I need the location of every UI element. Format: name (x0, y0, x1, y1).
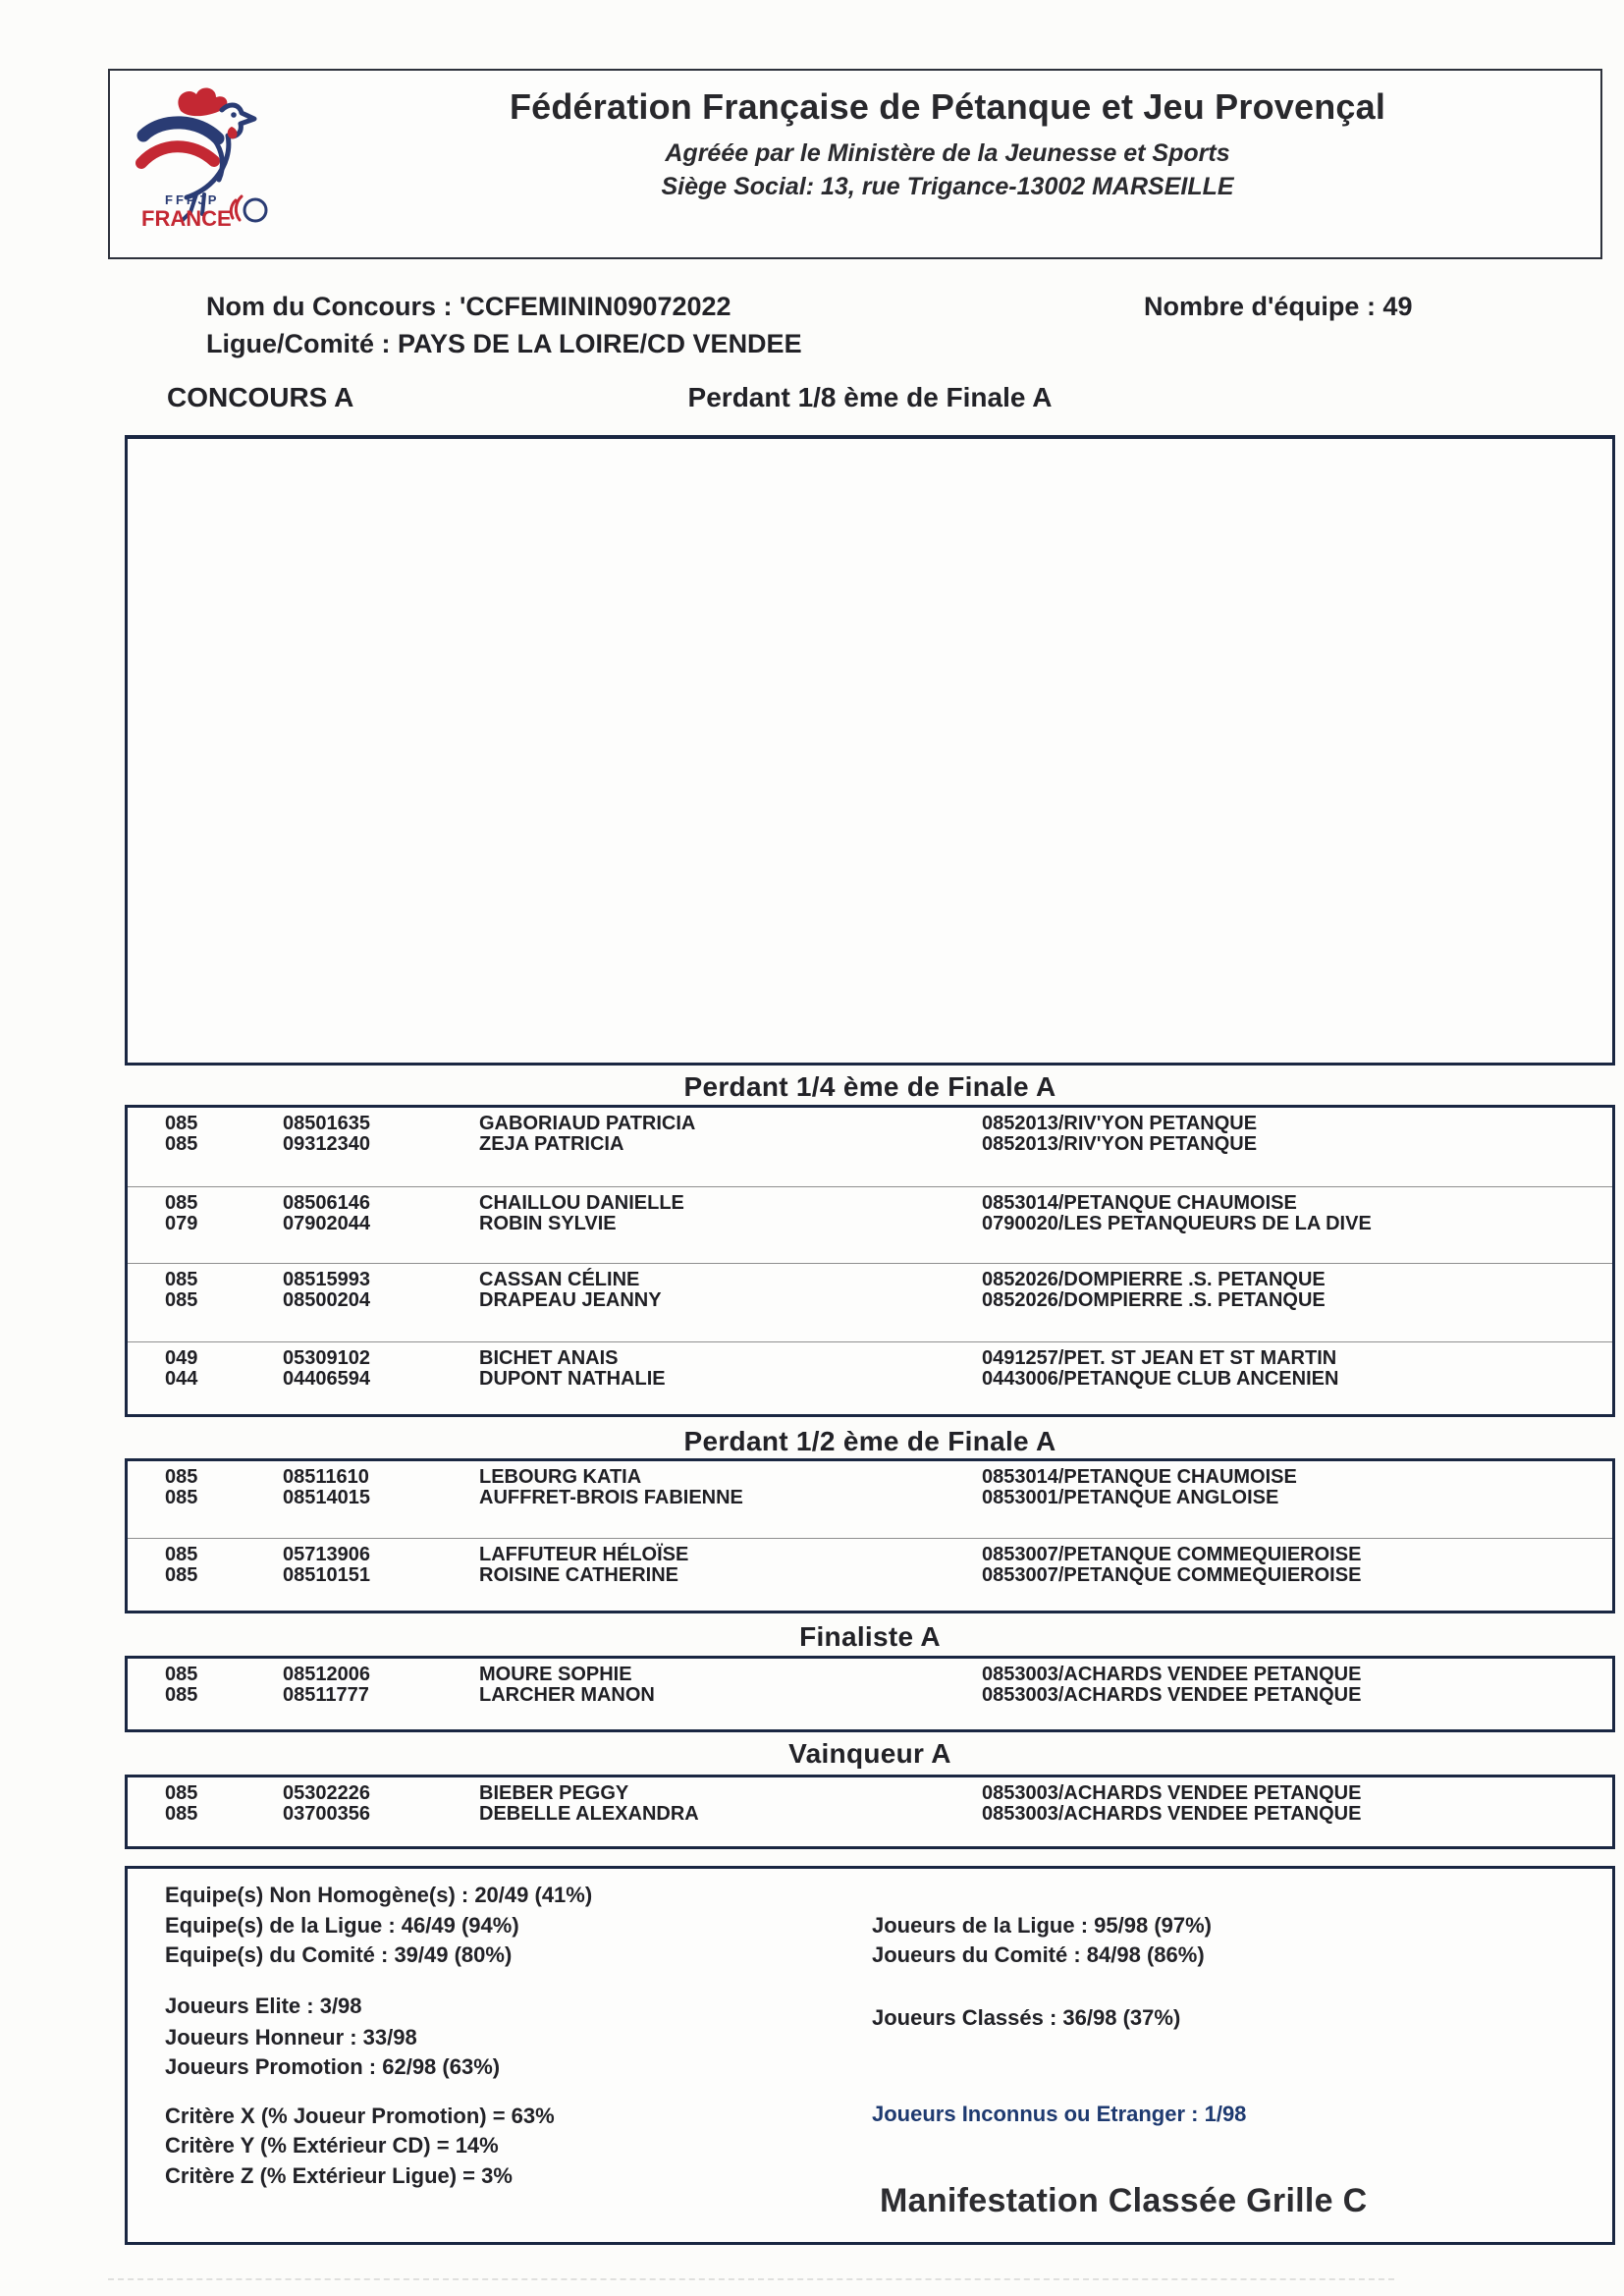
stat-equipes-non-homogenes: Equipe(s) Non Homogène(s) : 20/49 (41%) (165, 1883, 593, 1907)
player-row (128, 1783, 1612, 1804)
comite-cell: 085 (165, 1564, 198, 1586)
ffpjp-rooster-logo (126, 82, 302, 240)
rooster-wing-navy-icon (143, 123, 218, 138)
stat-critere-z: Critère Z (% Extérieur Ligue) = 3% (165, 2163, 513, 2188)
result-table (125, 1656, 1615, 1732)
comite-cell: 049 (165, 1347, 198, 1369)
club-cell: 0853014/PETANQUE CHAUMOISE (982, 1192, 1297, 1214)
team-group (128, 1186, 1612, 1263)
bracket-1-8-title: Perdant 1/8 ème de Finale A (687, 382, 1053, 412)
boule-motion-icon (231, 196, 242, 220)
club-cell: 0443006/PETANQUE CLUB ANCENIEN (982, 1368, 1339, 1390)
licence-cell: 08511610 (283, 1466, 369, 1488)
bracket-1-8-empty-box (125, 435, 1615, 1066)
player-row (128, 1665, 1612, 1685)
club-cell: 0790020/LES PETANQUEURS DE LA DIVE (982, 1213, 1372, 1234)
licence-cell: 08511777 (283, 1684, 369, 1706)
concours-name-line: Nom du Concours : 'CCFEMININ09072022 (206, 292, 731, 321)
team-group (128, 1263, 1612, 1341)
player-name-cell: LEBOURG KATIA (479, 1466, 642, 1488)
section-title: Perdant 1/2 ème de Finale A (683, 1426, 1056, 1456)
comite-cell: 079 (165, 1213, 198, 1234)
section-title: Finaliste A (799, 1621, 941, 1652)
player-name-cell: CHAILLOU DANIELLE (479, 1192, 684, 1214)
player-name-cell: BIEBER PEGGY (479, 1782, 629, 1804)
player-name-cell: CASSAN CÉLINE (479, 1269, 640, 1290)
team-group (128, 1538, 1612, 1611)
federation-subtitle-2: Siège Social: 13, rue Trigance-13002 MARSEILLE (661, 173, 1234, 200)
team-group (128, 1777, 1612, 1846)
player-row (128, 1134, 1612, 1155)
licence-cell: 08515993 (283, 1269, 370, 1290)
comite-cell: 085 (165, 1466, 198, 1488)
comite-cell: 085 (165, 1269, 198, 1290)
player-name-cell: DEBELLE ALEXANDRA (479, 1803, 699, 1825)
comite-cell: 085 (165, 1684, 198, 1706)
club-cell: 0491257/PET. ST JEAN ET ST MARTIN (982, 1347, 1337, 1369)
player-row (128, 1545, 1612, 1565)
club-cell: 0852026/DOMPIERRE .S. PETANQUE (982, 1289, 1326, 1311)
comite-cell: 085 (165, 1544, 198, 1565)
player-name-cell: DUPONT NATHALIE (479, 1368, 666, 1390)
comite-cell: 085 (165, 1113, 198, 1134)
stat-joueurs-ligue: Joueurs de la Ligue : 95/98 (97%) (872, 1913, 1213, 1938)
comite-cell: 085 (165, 1664, 198, 1685)
club-cell: 0853007/PETANQUE COMMEQUIEROISE (982, 1564, 1362, 1586)
ligue-comite-line: Ligue/Comité : PAYS DE LA LOIRE/CD VENDEE (206, 329, 802, 358)
player-row (128, 1467, 1612, 1488)
logo-acronym-text: FFPJP (165, 192, 220, 207)
comite-cell: 085 (165, 1192, 198, 1214)
licence-cell: 09312340 (283, 1133, 370, 1155)
team-group (128, 1341, 1612, 1414)
player-row (128, 1290, 1612, 1311)
licence-cell: 04406594 (283, 1368, 370, 1390)
player-row (128, 1488, 1612, 1508)
stat-critere-y: Critère Y (% Extérieur CD) = 14% (165, 2133, 499, 2158)
player-row (128, 1114, 1612, 1134)
player-row (128, 1214, 1612, 1234)
rooster-comb-icon (178, 88, 227, 117)
player-name-cell: ROISINE CATHERINE (479, 1564, 678, 1586)
manifestation-grade-label: Manifestation Classée Grille C (880, 2182, 1368, 2219)
club-cell: 0853014/PETANQUE CHAUMOISE (982, 1466, 1297, 1488)
licence-cell: 08506146 (283, 1192, 370, 1214)
player-name-cell: BICHET ANAIS (479, 1347, 619, 1369)
player-name-cell: LAFFUTEUR HÉLOÏSE (479, 1544, 689, 1565)
player-row (128, 1685, 1612, 1706)
licence-cell: 08500204 (283, 1289, 370, 1311)
club-cell: 0852026/DOMPIERRE .S. PETANQUE (982, 1269, 1326, 1290)
player-name-cell: MOURE SOPHIE (479, 1664, 632, 1685)
player-name-cell: ZEJA PATRICIA (479, 1133, 624, 1155)
club-cell: 0853007/PETANQUE COMMEQUIEROISE (982, 1544, 1362, 1565)
stat-joueurs-classes: Joueurs Classés : 36/98 (37%) (872, 2005, 1181, 2030)
player-name-cell: AUFFRET-BROIS FABIENNE (479, 1487, 743, 1508)
club-cell: 0853003/ACHARDS VENDEE PETANQUE (982, 1803, 1362, 1825)
result-table (125, 1775, 1615, 1849)
rooster-eye-icon (231, 112, 237, 118)
comite-cell: 085 (165, 1803, 198, 1825)
player-name-cell: GABORIAUD PATRICIA (479, 1113, 696, 1134)
stat-joueurs-elite: Joueurs Elite : 3/98 (165, 1994, 362, 2018)
statistics-box (125, 1866, 1615, 2245)
licence-cell: 08510151 (283, 1564, 370, 1586)
stat-joueurs-comite: Joueurs du Comité : 84/98 (86%) (872, 1942, 1205, 1967)
team-group (128, 1659, 1612, 1729)
comite-cell: 085 (165, 1289, 198, 1311)
section-title: Vainqueur A (788, 1738, 951, 1769)
stat-joueurs-inconnus: Joueurs Inconnus ou Etranger : 1/98 (872, 2102, 1247, 2126)
player-row (128, 1348, 1612, 1369)
club-cell: 0853001/PETANQUE ANGLOISE (982, 1487, 1279, 1508)
comite-cell: 085 (165, 1782, 198, 1804)
player-row (128, 1270, 1612, 1290)
concours-label: CONCOURS A (167, 382, 354, 412)
licence-cell: 05713906 (283, 1544, 370, 1565)
player-row (128, 1565, 1612, 1586)
stat-equipes-comite: Equipe(s) du Comité : 39/49 (80%) (165, 1942, 513, 1967)
player-name-cell: DRAPEAU JEANNY (479, 1289, 662, 1311)
licence-cell: 08514015 (283, 1487, 370, 1508)
stat-joueurs-promotion: Joueurs Promotion : 62/98 (63%) (165, 2054, 501, 2079)
result-table (125, 1458, 1615, 1613)
licence-cell: 03700356 (283, 1803, 370, 1825)
team-group (128, 1461, 1612, 1538)
licence-cell: 07902044 (283, 1213, 370, 1234)
stat-joueurs-honneur: Joueurs Honneur : 33/98 (165, 2025, 417, 2050)
club-cell: 0853003/ACHARDS VENDEE PETANQUE (982, 1782, 1362, 1804)
federation-subtitle-1: Agréée par le Ministère de la Jeunesse et Sports (665, 139, 1230, 167)
club-cell: 0852013/RIV'YON PETANQUE (982, 1133, 1258, 1155)
logo-country-text: FRANCE (141, 206, 232, 231)
comite-cell: 085 (165, 1133, 198, 1155)
club-cell: 0853003/ACHARDS VENDEE PETANQUE (982, 1684, 1362, 1706)
stat-critere-x: Critère X (% Joueur Promotion) = 63% (165, 2104, 555, 2128)
rooster-wing-red-icon (141, 146, 214, 163)
stat-equipes-ligue: Equipe(s) de la Ligue : 46/49 (94%) (165, 1913, 519, 1938)
team-count-line: Nombre d'équipe : 49 (1144, 292, 1413, 321)
section-title: Perdant 1/4 ème de Finale A (683, 1071, 1056, 1102)
comite-cell: 085 (165, 1487, 198, 1508)
player-row (128, 1193, 1612, 1214)
result-table (125, 1105, 1615, 1417)
player-row (128, 1804, 1612, 1825)
licence-cell: 08501635 (283, 1113, 370, 1134)
rooster-wattle-icon (228, 127, 238, 138)
scan-artifact-line (108, 2278, 1394, 2280)
comite-cell: 044 (165, 1368, 198, 1390)
player-name-cell: ROBIN SYLVIE (479, 1213, 617, 1234)
player-row (128, 1369, 1612, 1390)
boule-icon (244, 199, 266, 221)
licence-cell: 08512006 (283, 1664, 370, 1685)
licence-cell: 05309102 (283, 1347, 370, 1369)
team-group (128, 1108, 1612, 1186)
club-cell: 0853003/ACHARDS VENDEE PETANQUE (982, 1664, 1362, 1685)
player-name-cell: LARCHER MANON (479, 1684, 655, 1706)
licence-cell: 05302226 (283, 1782, 370, 1804)
club-cell: 0852013/RIV'YON PETANQUE (982, 1113, 1258, 1134)
federation-title: Fédération Française de Pétanque et Jeu Provençal (509, 86, 1386, 127)
